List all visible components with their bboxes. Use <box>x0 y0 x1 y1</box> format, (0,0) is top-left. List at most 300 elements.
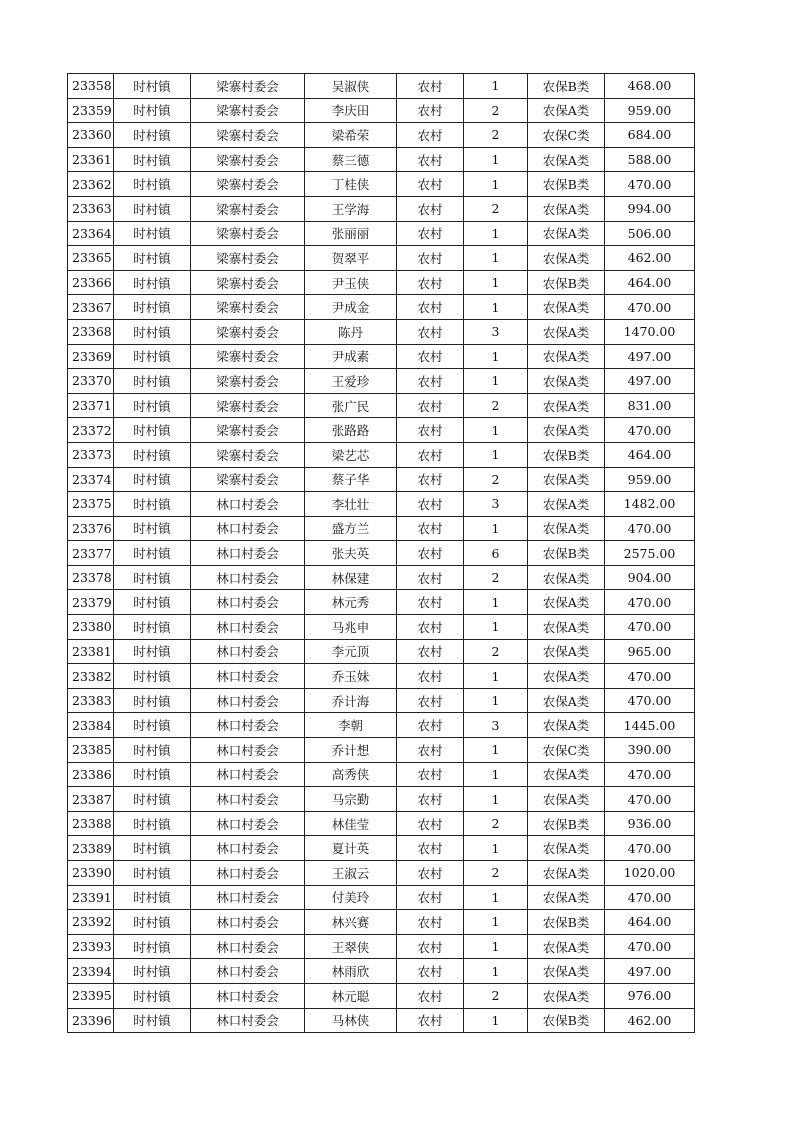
table-row <box>68 74 695 99</box>
town-cell: 时村镇 <box>114 516 191 541</box>
member-count-cell: 1 <box>464 516 528 541</box>
household-type-cell: 农村 <box>397 811 464 836</box>
record-id-cell: 23388 <box>68 811 114 836</box>
household-type-cell: 农村 <box>397 688 464 713</box>
person-name-cell: 高秀侠 <box>305 762 397 787</box>
village-committee-cell: 林口村委会 <box>191 639 305 664</box>
person-name-cell: 张夫英 <box>305 541 397 566</box>
person-name-cell: 李元顶 <box>305 639 397 664</box>
amount-cell: 470.00 <box>605 516 695 541</box>
household-type-cell: 农村 <box>397 615 464 640</box>
village-committee-cell: 梁寨村委会 <box>191 246 305 271</box>
table-row <box>68 492 695 517</box>
village-committee-cell: 林口村委会 <box>191 885 305 910</box>
member-count-cell: 2 <box>464 98 528 123</box>
household-type-cell: 农村 <box>397 172 464 197</box>
member-count-cell: 3 <box>464 713 528 738</box>
member-count-cell: 1 <box>464 762 528 787</box>
village-committee-cell: 梁寨村委会 <box>191 295 305 320</box>
town-cell: 时村镇 <box>114 861 191 886</box>
table-row <box>68 959 695 984</box>
insurance-category-cell: 农保A类 <box>528 983 605 1008</box>
person-name-cell: 张路路 <box>305 418 397 443</box>
member-count-cell: 1 <box>464 344 528 369</box>
insurance-category-cell: 农保A类 <box>528 590 605 615</box>
household-type-cell: 农村 <box>397 74 464 99</box>
town-cell: 时村镇 <box>114 762 191 787</box>
village-committee-cell: 林口村委会 <box>191 713 305 738</box>
record-id-cell: 23359 <box>68 98 114 123</box>
town-cell: 时村镇 <box>114 98 191 123</box>
amount-cell: 470.00 <box>605 762 695 787</box>
amount-cell: 464.00 <box>605 270 695 295</box>
insurance-category-cell: 农保A类 <box>528 713 605 738</box>
record-id-cell: 23364 <box>68 221 114 246</box>
table-row <box>68 688 695 713</box>
town-cell: 时村镇 <box>114 590 191 615</box>
table-row <box>68 762 695 787</box>
member-count-cell: 1 <box>464 147 528 172</box>
person-name-cell: 林元秀 <box>305 590 397 615</box>
person-name-cell: 李朝 <box>305 713 397 738</box>
table-row <box>68 934 695 959</box>
person-name-cell: 蔡三德 <box>305 147 397 172</box>
record-id-cell: 23392 <box>68 910 114 935</box>
amount-cell: 462.00 <box>605 246 695 271</box>
table-row <box>68 123 695 148</box>
amount-cell: 468.00 <box>605 74 695 99</box>
person-name-cell: 吴淑侠 <box>305 74 397 99</box>
town-cell: 时村镇 <box>114 738 191 763</box>
member-count-cell: 1 <box>464 295 528 320</box>
person-name-cell: 林雨欣 <box>305 959 397 984</box>
amount-cell: 470.00 <box>605 615 695 640</box>
member-count-cell: 1 <box>464 910 528 935</box>
person-name-cell: 林兴赛 <box>305 910 397 935</box>
household-type-cell: 农村 <box>397 910 464 935</box>
town-cell: 时村镇 <box>114 221 191 246</box>
household-type-cell: 农村 <box>397 541 464 566</box>
insurance-category-cell: 农保B类 <box>528 74 605 99</box>
insurance-category-cell: 农保A类 <box>528 959 605 984</box>
household-type-cell: 农村 <box>397 369 464 394</box>
town-cell: 时村镇 <box>114 418 191 443</box>
town-cell: 时村镇 <box>114 196 191 221</box>
member-count-cell: 2 <box>464 811 528 836</box>
person-name-cell: 李壮壮 <box>305 492 397 517</box>
record-id-cell: 23374 <box>68 467 114 492</box>
member-count-cell: 1 <box>464 442 528 467</box>
member-count-cell: 2 <box>464 861 528 886</box>
amount-cell: 959.00 <box>605 467 695 492</box>
village-committee-cell: 林口村委会 <box>191 738 305 763</box>
household-type-cell: 农村 <box>397 713 464 738</box>
amount-cell: 904.00 <box>605 565 695 590</box>
household-type-cell: 农村 <box>397 639 464 664</box>
insurance-category-cell: 农保A类 <box>528 98 605 123</box>
insurance-category-cell: 农保A类 <box>528 934 605 959</box>
town-cell: 时村镇 <box>114 615 191 640</box>
town-cell: 时村镇 <box>114 910 191 935</box>
village-committee-cell: 林口村委会 <box>191 934 305 959</box>
record-id-cell: 23378 <box>68 565 114 590</box>
village-committee-cell: 梁寨村委会 <box>191 74 305 99</box>
insurance-category-cell: 农保A类 <box>528 295 605 320</box>
household-type-cell: 农村 <box>397 934 464 959</box>
amount-cell: 976.00 <box>605 983 695 1008</box>
record-id-cell: 23389 <box>68 836 114 861</box>
village-committee-cell: 梁寨村委会 <box>191 393 305 418</box>
town-cell: 时村镇 <box>114 959 191 984</box>
village-committee-cell: 林口村委会 <box>191 910 305 935</box>
amount-cell: 470.00 <box>605 172 695 197</box>
town-cell: 时村镇 <box>114 934 191 959</box>
record-id-cell: 23372 <box>68 418 114 443</box>
person-name-cell: 马林侠 <box>305 1008 397 1033</box>
household-type-cell: 农村 <box>397 246 464 271</box>
amount-cell: 390.00 <box>605 738 695 763</box>
household-type-cell: 农村 <box>397 861 464 886</box>
table-row <box>68 418 695 443</box>
insurance-category-cell: 农保A类 <box>528 664 605 689</box>
village-committee-cell: 林口村委会 <box>191 615 305 640</box>
record-id-cell: 23379 <box>68 590 114 615</box>
member-count-cell: 1 <box>464 246 528 271</box>
insurance-category-cell: 农保A类 <box>528 344 605 369</box>
household-type-cell: 农村 <box>397 98 464 123</box>
person-name-cell: 付美玲 <box>305 885 397 910</box>
record-id-cell: 23387 <box>68 787 114 812</box>
household-type-cell: 农村 <box>397 1008 464 1033</box>
table-row <box>68 983 695 1008</box>
insurance-category-cell: 农保B类 <box>528 270 605 295</box>
town-cell: 时村镇 <box>114 74 191 99</box>
household-type-cell: 农村 <box>397 565 464 590</box>
household-type-cell: 农村 <box>397 442 464 467</box>
table-row <box>68 615 695 640</box>
table-row <box>68 172 695 197</box>
insurance-category-cell: 农保A类 <box>528 639 605 664</box>
record-id-cell: 23385 <box>68 738 114 763</box>
household-type-cell: 农村 <box>397 393 464 418</box>
person-name-cell: 梁艺芯 <box>305 442 397 467</box>
member-count-cell: 3 <box>464 492 528 517</box>
insurance-category-cell: 农保A类 <box>528 246 605 271</box>
amount-cell: 497.00 <box>605 369 695 394</box>
town-cell: 时村镇 <box>114 885 191 910</box>
table-row <box>68 442 695 467</box>
amount-cell: 959.00 <box>605 98 695 123</box>
person-name-cell: 林佳莹 <box>305 811 397 836</box>
village-committee-cell: 林口村委会 <box>191 541 305 566</box>
record-id-cell: 23366 <box>68 270 114 295</box>
village-committee-cell: 林口村委会 <box>191 836 305 861</box>
insurance-category-cell: 农保B类 <box>528 910 605 935</box>
insurance-category-cell: 农保A类 <box>528 369 605 394</box>
person-name-cell: 盛方兰 <box>305 516 397 541</box>
household-type-cell: 农村 <box>397 885 464 910</box>
record-id-cell: 23394 <box>68 959 114 984</box>
household-type-cell: 农村 <box>397 762 464 787</box>
village-committee-cell: 梁寨村委会 <box>191 221 305 246</box>
town-cell: 时村镇 <box>114 688 191 713</box>
amount-cell: 470.00 <box>605 418 695 443</box>
member-count-cell: 1 <box>464 270 528 295</box>
member-count-cell: 2 <box>464 565 528 590</box>
amount-cell: 2575.00 <box>605 541 695 566</box>
town-cell: 时村镇 <box>114 246 191 271</box>
town-cell: 时村镇 <box>114 467 191 492</box>
amount-cell: 831.00 <box>605 393 695 418</box>
person-name-cell: 马宗勤 <box>305 787 397 812</box>
table-row <box>68 590 695 615</box>
person-name-cell: 王学海 <box>305 196 397 221</box>
table-row <box>68 344 695 369</box>
record-id-cell: 23377 <box>68 541 114 566</box>
record-id-cell: 23360 <box>68 123 114 148</box>
insurance-category-cell: 农保B类 <box>528 442 605 467</box>
village-committee-cell: 林口村委会 <box>191 861 305 886</box>
village-committee-cell: 林口村委会 <box>191 1008 305 1033</box>
village-committee-cell: 林口村委会 <box>191 959 305 984</box>
insurance-category-cell: 农保A类 <box>528 196 605 221</box>
table-row <box>68 319 695 344</box>
household-type-cell: 农村 <box>397 590 464 615</box>
table-row <box>68 393 695 418</box>
insurance-category-cell: 农保B类 <box>528 1008 605 1033</box>
village-committee-cell: 梁寨村委会 <box>191 98 305 123</box>
insurance-category-cell: 农保A类 <box>528 762 605 787</box>
table-row <box>68 147 695 172</box>
town-cell: 时村镇 <box>114 123 191 148</box>
insurance-category-cell: 农保A类 <box>528 836 605 861</box>
person-name-cell: 夏计英 <box>305 836 397 861</box>
town-cell: 时村镇 <box>114 639 191 664</box>
amount-cell: 464.00 <box>605 442 695 467</box>
table-row <box>68 1008 695 1033</box>
table-body <box>68 74 695 1033</box>
person-name-cell: 乔计海 <box>305 688 397 713</box>
person-name-cell: 李庆田 <box>305 98 397 123</box>
member-count-cell: 1 <box>464 369 528 394</box>
record-id-cell: 23358 <box>68 74 114 99</box>
member-count-cell: 1 <box>464 934 528 959</box>
record-id-cell: 23370 <box>68 369 114 394</box>
person-name-cell: 马兆申 <box>305 615 397 640</box>
table-row <box>68 713 695 738</box>
village-committee-cell: 林口村委会 <box>191 590 305 615</box>
person-name-cell: 尹成金 <box>305 295 397 320</box>
amount-cell: 497.00 <box>605 959 695 984</box>
amount-cell: 470.00 <box>605 664 695 689</box>
village-committee-cell: 林口村委会 <box>191 492 305 517</box>
amount-cell: 1020.00 <box>605 861 695 886</box>
member-count-cell: 1 <box>464 836 528 861</box>
village-committee-cell: 梁寨村委会 <box>191 196 305 221</box>
town-cell: 时村镇 <box>114 836 191 861</box>
member-count-cell: 6 <box>464 541 528 566</box>
household-type-cell: 农村 <box>397 295 464 320</box>
household-type-cell: 农村 <box>397 664 464 689</box>
insurance-category-cell: 农保A类 <box>528 615 605 640</box>
insurance-category-cell: 农保C类 <box>528 123 605 148</box>
record-id-cell: 23383 <box>68 688 114 713</box>
table-row <box>68 639 695 664</box>
member-count-cell: 2 <box>464 983 528 1008</box>
person-name-cell: 尹成素 <box>305 344 397 369</box>
record-id-cell: 23386 <box>68 762 114 787</box>
household-type-cell: 农村 <box>397 418 464 443</box>
village-committee-cell: 梁寨村委会 <box>191 147 305 172</box>
member-count-cell: 2 <box>464 393 528 418</box>
person-name-cell: 贺翠平 <box>305 246 397 271</box>
village-committee-cell: 梁寨村委会 <box>191 369 305 394</box>
insurance-category-cell: 农保A类 <box>528 467 605 492</box>
record-id-cell: 23365 <box>68 246 114 271</box>
village-committee-cell: 林口村委会 <box>191 811 305 836</box>
amount-cell: 470.00 <box>605 688 695 713</box>
village-committee-cell: 林口村委会 <box>191 565 305 590</box>
village-committee-cell: 梁寨村委会 <box>191 442 305 467</box>
member-count-cell: 1 <box>464 688 528 713</box>
insurance-category-cell: 农保A类 <box>528 787 605 812</box>
record-id-cell: 23362 <box>68 172 114 197</box>
insurance-category-cell: 农保A类 <box>528 688 605 713</box>
amount-cell: 470.00 <box>605 590 695 615</box>
table-row <box>68 787 695 812</box>
record-id-cell: 23361 <box>68 147 114 172</box>
person-name-cell: 王淑云 <box>305 861 397 886</box>
town-cell: 时村镇 <box>114 270 191 295</box>
town-cell: 时村镇 <box>114 1008 191 1033</box>
amount-cell: 684.00 <box>605 123 695 148</box>
member-count-cell: 1 <box>464 221 528 246</box>
town-cell: 时村镇 <box>114 492 191 517</box>
member-count-cell: 2 <box>464 467 528 492</box>
insurance-category-cell: 农保A类 <box>528 516 605 541</box>
member-count-cell: 2 <box>464 123 528 148</box>
insurance-category-cell: 农保B类 <box>528 811 605 836</box>
amount-cell: 936.00 <box>605 811 695 836</box>
person-name-cell: 张丽丽 <box>305 221 397 246</box>
household-type-cell: 农村 <box>397 123 464 148</box>
record-id-cell: 23373 <box>68 442 114 467</box>
town-cell: 时村镇 <box>114 344 191 369</box>
table-row <box>68 98 695 123</box>
town-cell: 时村镇 <box>114 319 191 344</box>
town-cell: 时村镇 <box>114 811 191 836</box>
record-id-cell: 23367 <box>68 295 114 320</box>
member-count-cell: 1 <box>464 787 528 812</box>
village-committee-cell: 林口村委会 <box>191 688 305 713</box>
record-id-cell: 23393 <box>68 934 114 959</box>
person-name-cell: 丁桂侠 <box>305 172 397 197</box>
table-row <box>68 369 695 394</box>
insurance-category-cell: 农保C类 <box>528 738 605 763</box>
record-id-cell: 23390 <box>68 861 114 886</box>
village-committee-cell: 林口村委会 <box>191 787 305 812</box>
town-cell: 时村镇 <box>114 983 191 1008</box>
amount-cell: 470.00 <box>605 787 695 812</box>
household-type-cell: 农村 <box>397 836 464 861</box>
member-count-cell: 2 <box>464 196 528 221</box>
record-id-cell: 23391 <box>68 885 114 910</box>
town-cell: 时村镇 <box>114 442 191 467</box>
table-row <box>68 738 695 763</box>
amount-cell: 506.00 <box>605 221 695 246</box>
record-id-cell: 23380 <box>68 615 114 640</box>
village-committee-cell: 梁寨村委会 <box>191 123 305 148</box>
insurance-category-cell: 农保A类 <box>528 418 605 443</box>
town-cell: 时村镇 <box>114 713 191 738</box>
beneficiary-table <box>67 73 695 1033</box>
town-cell: 时村镇 <box>114 565 191 590</box>
household-type-cell: 农村 <box>397 516 464 541</box>
record-id-cell: 23375 <box>68 492 114 517</box>
household-type-cell: 农村 <box>397 147 464 172</box>
amount-cell: 462.00 <box>605 1008 695 1033</box>
household-type-cell: 农村 <box>397 492 464 517</box>
town-cell: 时村镇 <box>114 369 191 394</box>
household-type-cell: 农村 <box>397 344 464 369</box>
person-name-cell: 林保建 <box>305 565 397 590</box>
town-cell: 时村镇 <box>114 172 191 197</box>
village-committee-cell: 梁寨村委会 <box>191 319 305 344</box>
table-row <box>68 221 695 246</box>
household-type-cell: 农村 <box>397 983 464 1008</box>
household-type-cell: 农村 <box>397 738 464 763</box>
amount-cell: 470.00 <box>605 885 695 910</box>
town-cell: 时村镇 <box>114 147 191 172</box>
village-committee-cell: 林口村委会 <box>191 516 305 541</box>
table-row <box>68 664 695 689</box>
amount-cell: 1482.00 <box>605 492 695 517</box>
record-id-cell: 23376 <box>68 516 114 541</box>
household-type-cell: 农村 <box>397 196 464 221</box>
person-name-cell: 王爱珍 <box>305 369 397 394</box>
record-id-cell: 23381 <box>68 639 114 664</box>
person-name-cell: 乔玉妹 <box>305 664 397 689</box>
table-row <box>68 811 695 836</box>
household-type-cell: 农村 <box>397 787 464 812</box>
person-name-cell: 尹玉侠 <box>305 270 397 295</box>
household-type-cell: 农村 <box>397 467 464 492</box>
amount-cell: 965.00 <box>605 639 695 664</box>
table-row <box>68 196 695 221</box>
town-cell: 时村镇 <box>114 664 191 689</box>
member-count-cell: 1 <box>464 172 528 197</box>
person-name-cell: 陈丹 <box>305 319 397 344</box>
amount-cell: 464.00 <box>605 910 695 935</box>
amount-cell: 470.00 <box>605 836 695 861</box>
insurance-category-cell: 农保A类 <box>528 861 605 886</box>
member-count-cell: 1 <box>464 418 528 443</box>
person-name-cell: 张广民 <box>305 393 397 418</box>
member-count-cell: 1 <box>464 590 528 615</box>
amount-cell: 994.00 <box>605 196 695 221</box>
insurance-category-cell: 农保A类 <box>528 492 605 517</box>
member-count-cell: 1 <box>464 664 528 689</box>
record-id-cell: 23363 <box>68 196 114 221</box>
record-id-cell: 23369 <box>68 344 114 369</box>
record-id-cell: 23382 <box>68 664 114 689</box>
insurance-category-cell: 农保B类 <box>528 172 605 197</box>
table-row <box>68 565 695 590</box>
person-name-cell: 林元聪 <box>305 983 397 1008</box>
village-committee-cell: 梁寨村委会 <box>191 418 305 443</box>
insurance-category-cell: 农保A类 <box>528 319 605 344</box>
town-cell: 时村镇 <box>114 787 191 812</box>
